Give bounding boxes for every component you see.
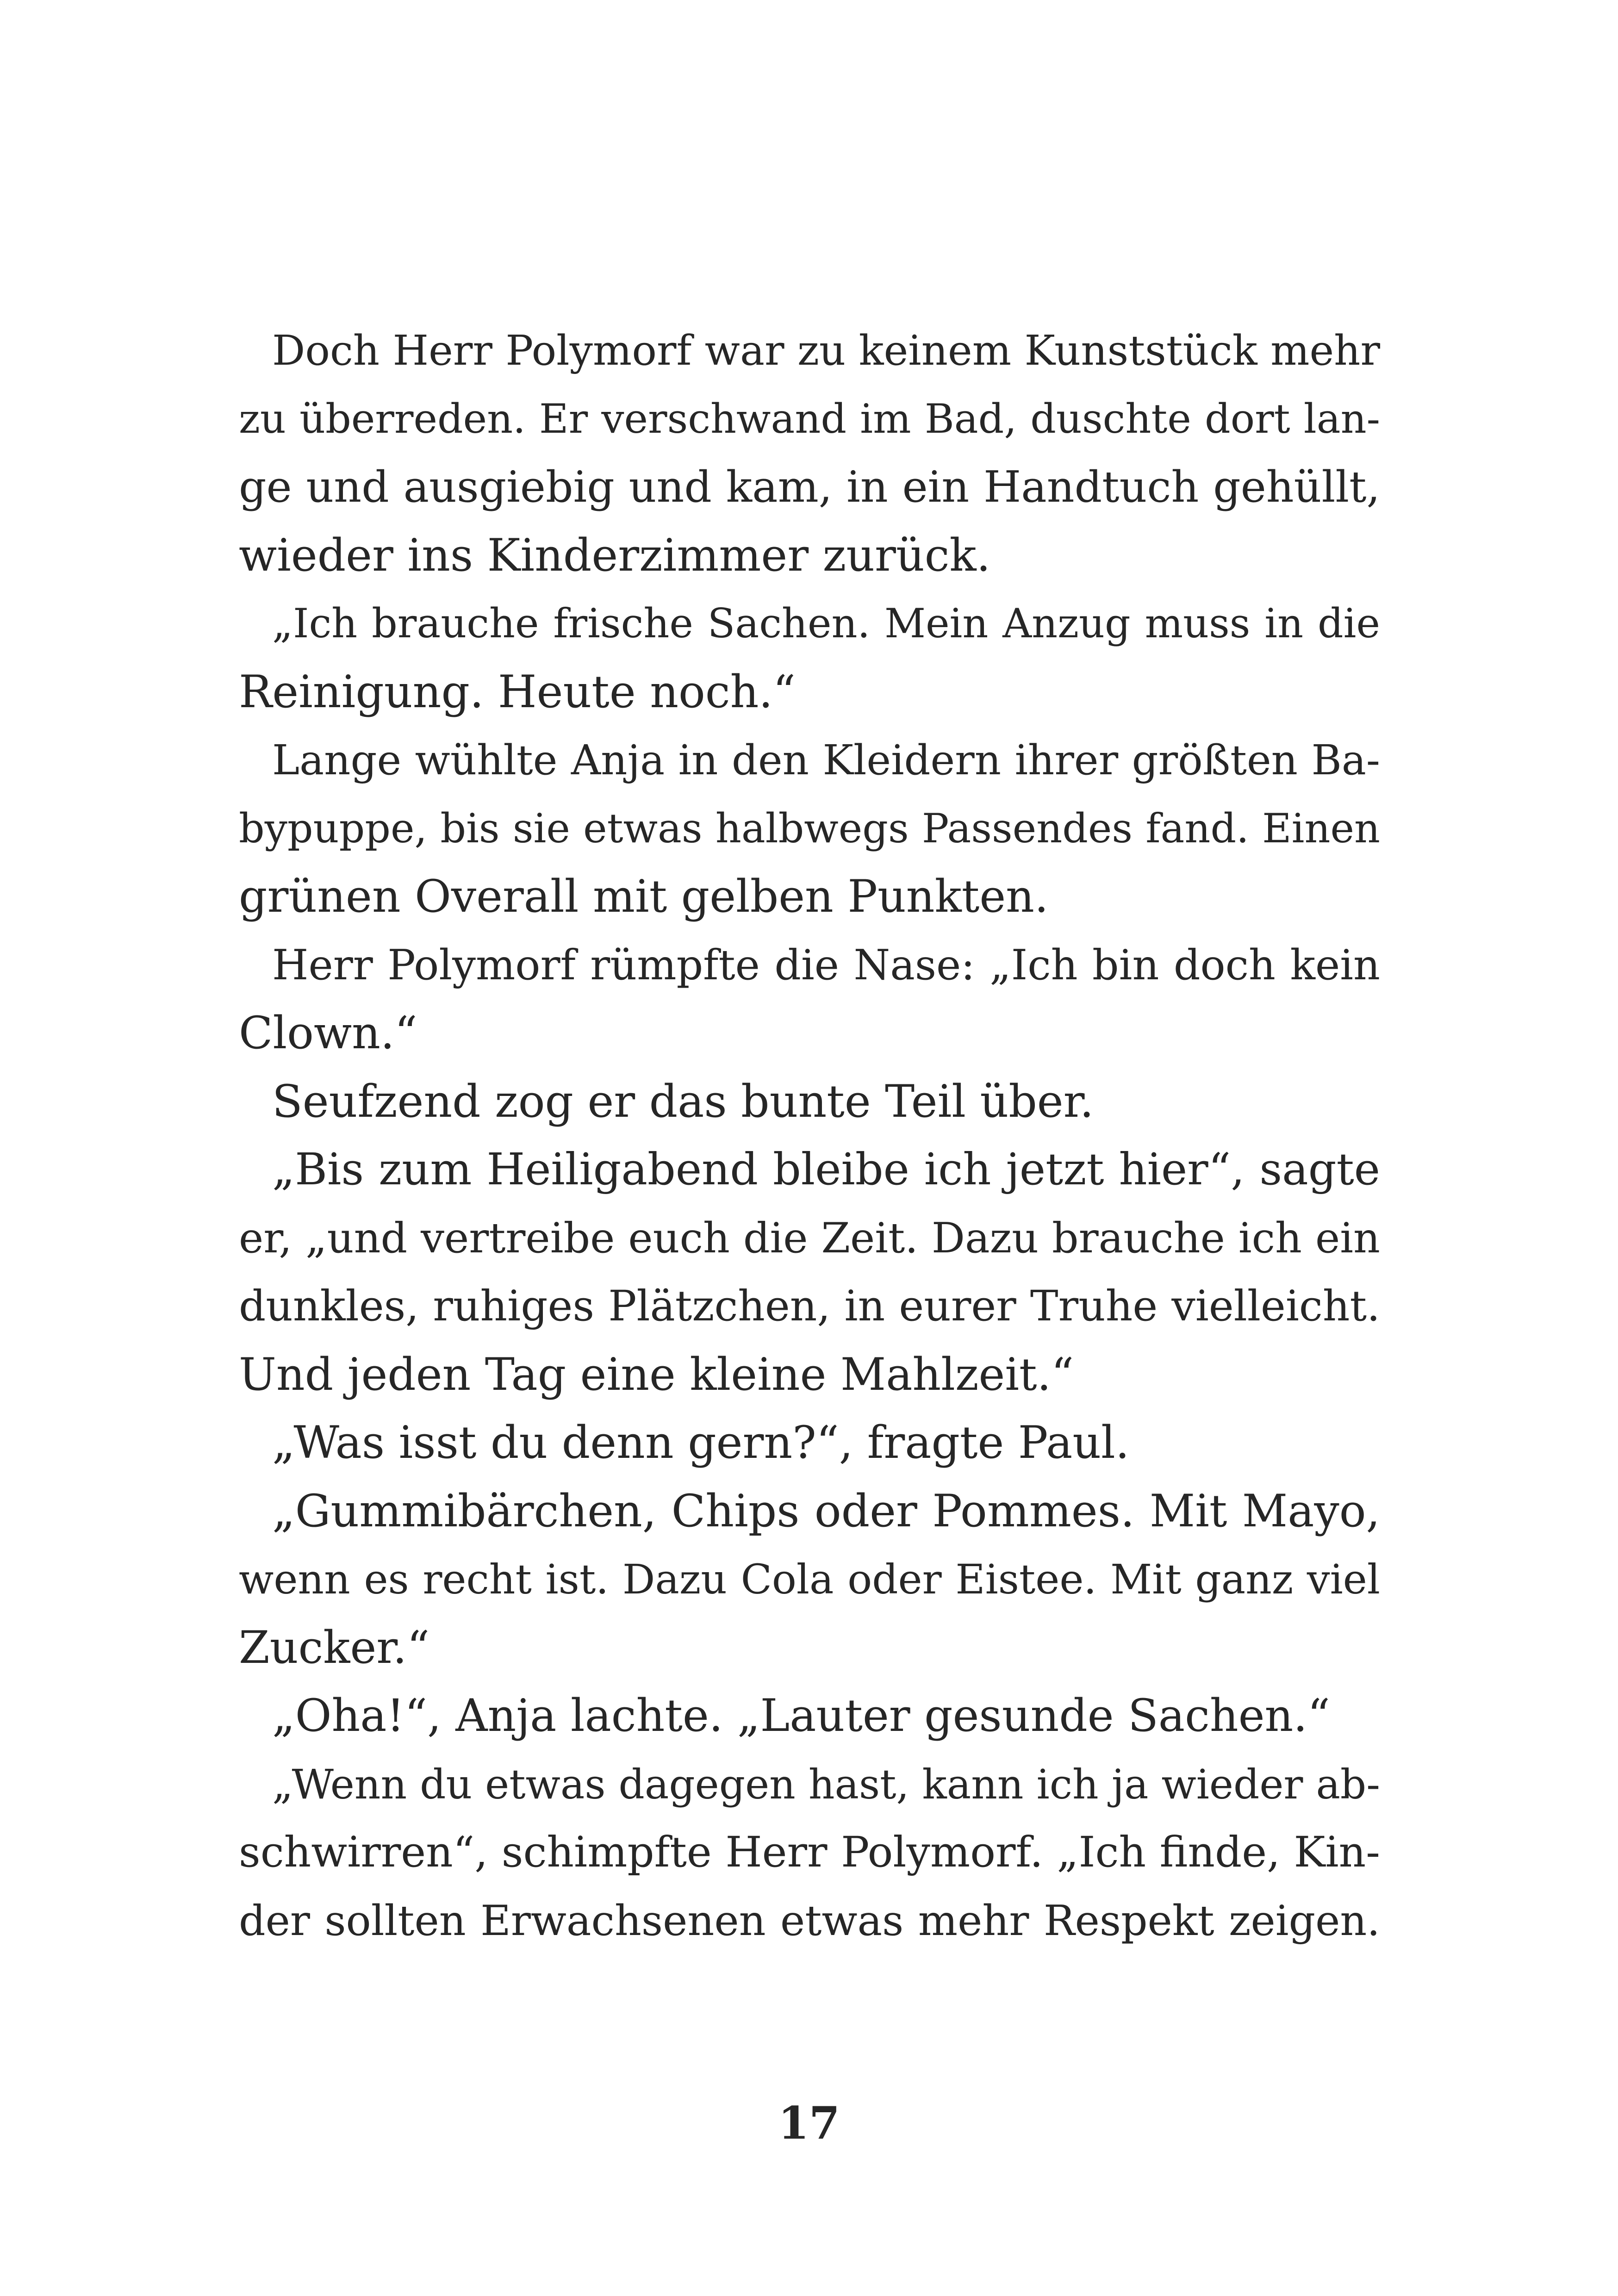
text-line: „Oha!“, Anja lachte. „Lauter gesunde Sachen.“ [272,1690,1330,1742]
text-line: ge und ausgiebig und kam, in ein Handtuch gehüllt, [239,462,1380,512]
text-line: „Ich brauche frische Sachen. Mein Anzug muss in die [272,600,1380,647]
text-line: Und jeden Tag eine kleine Mahlzeit.“ [239,1348,1074,1400]
text-line: Lange wühlte Anja in den Kleidern ihrer größten Ba- [272,736,1380,784]
text-line: Clown.“ [239,1007,417,1059]
text-line: Reinigung. Heute noch.“ [239,666,796,718]
text-line: er, „und vertreibe euch die Zeit. Dazu brauche ich ein [239,1213,1380,1263]
text-line: schwirren“, schimpfte Herr Polymorf. „Ich finde, Kin- [239,1828,1380,1877]
body-text [239,317,1380,1955]
page-number: 17 [778,2097,840,2149]
text-line: zu überreden. Er verschwand im Bad, duschte dort lan- [239,395,1380,442]
text-line: „Bis zum Heiligabend bleibe ich jetzt hier“, sagte [272,1144,1380,1195]
text-line: wenn es recht ist. Dazu Cola oder Eistee. Mit ganz viel [239,1556,1380,1603]
text-line: Herr Polymorf rümpfte die Nase: „Ich bin doch kein [272,940,1380,989]
text-line: bypuppe, bis sie etwas halbwegs Passendes fand. Einen [239,804,1380,852]
text-line: „Gummibärchen, Chips oder Pommes. Mit Mayo, [272,1485,1380,1537]
text-line: grünen Overall mit gelben Punkten. [239,871,1049,922]
text-line: Zucker.“ [239,1621,430,1674]
text-line: Doch Herr Polymorf war zu keinem Kunststück mehr [272,326,1380,374]
text-line: „Was isst du denn gern?“, fragte Paul. [272,1417,1130,1468]
text-line: dunkles, ruhiges Plätzchen, in eurer Truhe vielleicht. [239,1282,1380,1331]
text-line: „Wenn du etwas dagegen hast, kann ich ja wieder ab- [272,1760,1380,1808]
text-line: der sollten Erwachsenen etwas mehr Respekt zeigen. [239,1896,1380,1945]
text-line: Seufzend zog er das bunte Teil über. [272,1075,1094,1127]
text-line: wieder ins Kinderzimmer zurück. [239,529,991,581]
